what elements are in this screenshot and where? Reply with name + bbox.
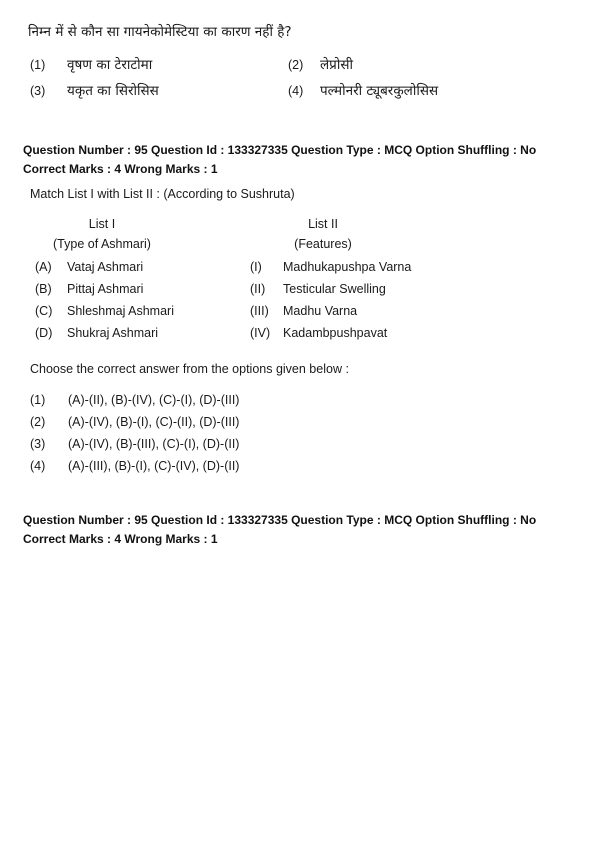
list1-item: Vataj Ashmari [67, 260, 144, 274]
question-marks-line: Correct Marks : 4 Wrong Marks : 1 [23, 532, 218, 546]
answer-option-number: (2) [30, 415, 46, 429]
list2-subtitle: (Features) [294, 237, 352, 251]
list1-item: Pittaj Ashmari [67, 282, 144, 296]
hindi-option-text: पल्मोनरी ट्यूबरकुलोसिस [320, 83, 439, 99]
answer-option-text: (A)-(II), (B)-(IV), (C)-(I), (D)-(III) [68, 393, 240, 407]
list2-label: (I) [250, 260, 262, 274]
answer-option-text: (A)-(IV), (B)-(III), (C)-(I), (D)-(II) [68, 437, 240, 451]
answer-option-text: (A)-(III), (B)-(I), (C)-(IV), (D)-(II) [68, 459, 240, 473]
choose-instruction: Choose the correct answer from the options given below : [30, 362, 349, 376]
list2-label: (II) [250, 282, 266, 296]
list2-label: (IV) [250, 326, 271, 340]
hindi-option-text: वृषण का टेराटोमा [67, 57, 153, 73]
list2-item: Madhu Varna [283, 304, 358, 318]
answer-option-number: (3) [30, 437, 46, 451]
list2-title: List II [308, 217, 338, 231]
hindi-option-text: यकृत का सिरोसिस [67, 83, 159, 99]
list1-title: List I [88, 217, 116, 231]
answer-option-text: (A)-(IV), (B)-(I), (C)-(II), (D)-(III) [68, 415, 240, 429]
question-marks-line: Correct Marks : 4 Wrong Marks : 1 [23, 162, 218, 176]
list1-item: Shukraj Ashmari [67, 326, 159, 340]
list1-label: (B) [35, 282, 52, 296]
hindi-option-text: लेप्रोसी [320, 57, 353, 73]
list2-item: Madhukapushpa Varna [283, 260, 412, 274]
answer-option-number: (1) [30, 393, 46, 407]
hindi-question-text: निम्न में से कौन सा गायनेकोमेस्टिया का कारण नहीं है? [28, 24, 292, 40]
list1-item: Shleshmaj Ashmari [67, 304, 174, 318]
answer-option-number: (4) [30, 459, 46, 473]
question-meta-line: Question Number : 95 Question Id : 133327335 Question Type : MCQ Option Shuffling : No [23, 143, 537, 157]
hindi-option-number: (1) [30, 58, 46, 72]
question-prompt: Match List I with List II : (According to Sushruta) [30, 187, 295, 201]
list1-label: (D) [35, 326, 53, 340]
list2-label: (III) [250, 304, 269, 318]
question-meta-line: Question Number : 95 Question Id : 133327335 Question Type : MCQ Option Shuffling : No [23, 513, 537, 527]
list1-subtitle: (Type of Ashmari) [53, 237, 151, 251]
list2-item: Testicular Swelling [283, 282, 386, 296]
hindi-option-number: (3) [30, 84, 46, 98]
hindi-option-number: (4) [288, 84, 304, 98]
list2-item: Kadambpushpavat [283, 326, 388, 340]
list1-label: (A) [35, 260, 52, 274]
hindi-option-number: (2) [288, 58, 304, 72]
list1-label: (C) [35, 304, 53, 318]
